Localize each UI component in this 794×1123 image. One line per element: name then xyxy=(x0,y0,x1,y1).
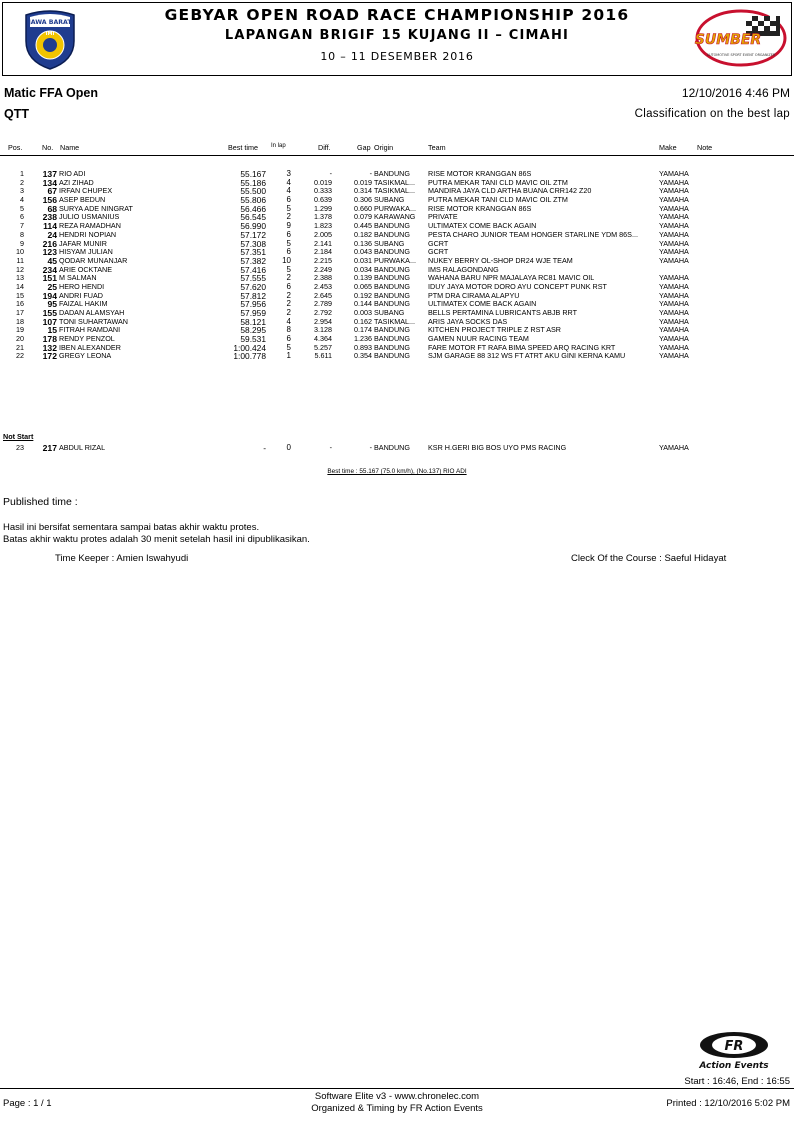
cell-pos: 8 xyxy=(20,229,24,239)
cell-gap: 1.236 xyxy=(354,334,372,344)
cell-origin: BANDUNG xyxy=(374,326,410,335)
cell-origin: KARAWANG xyxy=(374,213,416,222)
cell-no: 25 xyxy=(47,281,57,292)
cell-origin: BANDUNG xyxy=(374,222,410,231)
cell-no: 238 xyxy=(42,212,57,223)
cell-origin: PURWAKA... xyxy=(374,204,416,213)
provisional-note: Hasil ini bersifat sementara sampai batas akhir waktu protes. xyxy=(3,522,260,533)
cell-pos: 12 xyxy=(16,264,24,274)
cell-gap: 0.354 xyxy=(354,351,372,361)
cell-inlap: 4 xyxy=(286,316,291,326)
cell-origin: BANDUNG xyxy=(374,352,410,361)
cell-make: YAMAHA xyxy=(659,238,689,248)
cell-diff: 0.333 xyxy=(314,186,332,196)
cell-team: IMS RALAGONDANG xyxy=(428,265,499,274)
cell-inlap: 1 xyxy=(286,351,291,361)
cell-best: 57.812 xyxy=(240,290,266,301)
cell-gap: 0.660 xyxy=(354,203,372,213)
header-divider xyxy=(0,155,794,156)
cell-no: 114 xyxy=(43,221,57,232)
cell-name: IRFAN CHUPEX xyxy=(59,186,113,196)
cell-diff: 2.005 xyxy=(314,229,332,239)
logo-text-top: JAWA BARAT xyxy=(28,19,72,26)
cell-best: 57.351 xyxy=(240,247,266,258)
fr-action-events-logo xyxy=(694,1030,774,1072)
cell-gap: 0.893 xyxy=(354,342,372,352)
cell-no: 156 xyxy=(42,195,57,206)
cell-origin: BANDUNG xyxy=(374,335,410,344)
cell-inlap: 6 xyxy=(286,229,291,239)
published-time: Published time : xyxy=(3,496,78,508)
cell-gap: - xyxy=(369,443,372,452)
not-start-table xyxy=(0,444,794,453)
cell-make: YAMAHA xyxy=(659,169,689,178)
cell-origin: BANDUNG xyxy=(374,230,410,239)
cell-no: 217 xyxy=(42,443,57,453)
cell-name: ABDUL RIZAL xyxy=(59,443,106,452)
cell-make: YAMAHA xyxy=(659,443,689,452)
cell-best: 57.956 xyxy=(240,299,266,310)
cell-origin: BANDUNG xyxy=(374,444,410,452)
not-start-label: Not Start xyxy=(3,432,34,441)
cell-team: GCRT xyxy=(428,248,449,257)
cell-name: TONI SUHARTAWAN xyxy=(59,316,128,326)
cell-make: YAMAHA xyxy=(659,195,689,205)
cell-best: 57.959 xyxy=(240,308,266,318)
col-pos: Pos. xyxy=(8,143,23,152)
col-origin: Origin xyxy=(374,143,394,152)
cell-pos: 3 xyxy=(20,186,24,196)
cell-diff: 2.792 xyxy=(314,308,332,317)
cell-gap: 0.031 xyxy=(354,255,372,265)
result-row xyxy=(0,444,794,453)
cell-name: JAFAR MUNIR xyxy=(59,238,107,248)
cell-inlap: 9 xyxy=(286,221,291,231)
cell-no: 172 xyxy=(42,351,57,362)
cell-gap: 0.003 xyxy=(354,308,372,317)
cell-diff: 2.249 xyxy=(314,264,332,274)
cell-name: ANDRI FUAD xyxy=(59,290,103,300)
col-in-lap: In lap xyxy=(271,143,286,149)
cell-origin: SUBANG xyxy=(374,196,405,205)
cell-name: AZI ZIHAD xyxy=(59,177,94,187)
cell-team: PUTRA MEKAR TANI CLD MAVIC OIL ZTM xyxy=(428,196,568,205)
cell-name: M SALMAN xyxy=(59,273,97,283)
cell-name: REZA RAMADHAN xyxy=(59,221,121,231)
cell-no: 134 xyxy=(42,177,57,188)
best-time-summary: Best time : 55.167 (75.0 km/h), (No.137) RIO ADI xyxy=(327,468,467,475)
cell-origin: SUBANG xyxy=(374,239,405,248)
cell-origin: BANDUNG xyxy=(374,343,410,352)
cell-pos: 20 xyxy=(16,334,24,344)
cell-name: RIO ADI xyxy=(59,169,86,178)
cell-origin: TASIKMAL... xyxy=(374,317,416,326)
cell-team: IDUY JAYA MOTOR DORO AYU CONCEPT PUNK RST xyxy=(428,282,607,291)
cell-make: YAMAHA xyxy=(659,325,689,335)
cell-diff: 2.789 xyxy=(314,299,332,309)
cell-gap: 0.314 xyxy=(354,186,372,196)
cell-make: YAMAHA xyxy=(659,177,689,187)
cell-best: - xyxy=(263,443,266,453)
cell-best: 58.295 xyxy=(240,325,266,336)
cell-make: YAMAHA xyxy=(659,212,689,222)
col-name: Name xyxy=(60,143,80,152)
cell-gap: 0.162 xyxy=(354,316,372,326)
cell-origin: TASIKMAL... xyxy=(374,178,416,187)
cell-diff: 1.378 xyxy=(314,212,332,222)
cell-no: 45 xyxy=(47,255,57,266)
cell-diff: 2.388 xyxy=(314,273,332,283)
cell-name: SURYA ADE NINGRAT xyxy=(59,203,133,213)
cell-pos: 22 xyxy=(16,351,24,361)
cell-name: GREGY LEONA xyxy=(59,351,112,361)
cell-gap: 0.019 xyxy=(354,177,372,187)
cell-best: 59.531 xyxy=(240,334,266,345)
cell-pos: 2 xyxy=(20,177,24,187)
cell-inlap: 2 xyxy=(286,273,291,283)
cell-best: 55.186 xyxy=(240,177,266,188)
cell-make: YAMAHA xyxy=(659,203,689,213)
cell-best: 57.308 xyxy=(240,238,266,249)
cell-origin: TASIKMAL... xyxy=(374,187,416,196)
cell-best: 56.990 xyxy=(240,221,266,232)
footer-divider xyxy=(0,1088,794,1089)
cell-make: YAMAHA xyxy=(659,221,689,231)
cell-inlap: 2 xyxy=(286,299,291,309)
organizer-credit: Organized & Timing by FR Action Events xyxy=(311,1103,483,1114)
cell-gap: 0.144 xyxy=(354,299,372,309)
cell-diff: 1.823 xyxy=(314,221,332,231)
cell-diff: 5.611 xyxy=(314,351,332,361)
cell-diff: 2.645 xyxy=(314,290,332,300)
organizer-logo-subtext: AUTOMOTIVE SPORT EVENT ORGANIZER xyxy=(706,53,776,57)
cell-diff: - xyxy=(329,169,332,178)
col-no: No. xyxy=(42,143,54,152)
cell-inlap: 6 xyxy=(286,247,291,257)
cell-gap: 0.043 xyxy=(354,247,372,257)
cell-team: FARE MOTOR FT RAFA BIMA SPEED ARQ RACING KRT xyxy=(428,343,616,352)
cell-origin: BANDUNG xyxy=(374,248,410,257)
cell-gap: 0.445 xyxy=(354,221,372,231)
col-team: Team xyxy=(428,143,446,152)
cell-gap: 0.192 xyxy=(354,290,372,300)
cell-gap: 0.306 xyxy=(354,195,372,205)
cell-inlap: 5 xyxy=(286,264,291,274)
cell-best: 57.555 xyxy=(240,273,266,284)
cell-gap: 0.065 xyxy=(354,281,372,291)
cell-no: 68 xyxy=(47,203,57,214)
cell-best: 55.500 xyxy=(240,186,266,197)
report-datetime: 12/10/2016 4:46 PM xyxy=(681,86,790,100)
organizer-logo-text: SUMBER xyxy=(694,32,762,48)
cell-diff: 2.215 xyxy=(314,255,332,265)
cell-no: 123 xyxy=(42,247,57,258)
cell-name: RENDY PENZOL xyxy=(59,334,115,344)
cell-name: IBEN ALEXANDER xyxy=(59,342,121,352)
cell-best: 55.806 xyxy=(240,195,266,206)
protest-deadline-note: Batas akhir waktu protes adalah 30 menit setelah hasil ini dipublikasikan. xyxy=(3,534,310,545)
col-make: Make xyxy=(659,143,677,152)
cell-team: ULTIMATEX COME BACK AGAIN xyxy=(428,222,537,231)
cell-team: WAHANA BARU NPR MAJALAYA RC81 MAVIC OIL xyxy=(428,274,595,283)
cell-diff: 5.257 xyxy=(314,342,332,352)
cell-name: ARIE OCKTANE xyxy=(59,264,112,274)
cell-no: 151 xyxy=(42,273,57,284)
cell-make: YAMAHA xyxy=(659,281,689,291)
cell-gap: 0.136 xyxy=(354,238,372,248)
results-table xyxy=(0,170,794,361)
cell-diff: 2.453 xyxy=(314,281,332,291)
session-name: QTT xyxy=(4,107,29,121)
cell-pos: 6 xyxy=(20,212,24,222)
cell-diff: 1.299 xyxy=(314,203,332,213)
cell-best: 56.466 xyxy=(240,203,266,214)
cell-inlap: 3 xyxy=(286,169,291,178)
result-row xyxy=(0,352,794,361)
cell-gap: 0.174 xyxy=(354,325,372,335)
cell-team: GCRT xyxy=(428,239,449,248)
cell-name: FAIZAL HAKIM xyxy=(59,299,108,309)
cell-make: YAMAHA xyxy=(659,255,689,265)
cell-inlap: 5 xyxy=(286,342,291,352)
cell-make: YAMAHA xyxy=(659,299,689,309)
cell-make: YAMAHA xyxy=(659,229,689,239)
cell-best: 57.382 xyxy=(240,255,266,266)
cell-team: ULTIMATEX COME BACK AGAIN xyxy=(428,300,537,309)
cell-diff: 0.019 xyxy=(314,177,332,187)
cell-name: DADAN ALAMSYAH xyxy=(59,308,125,317)
cell-no: 15 xyxy=(47,325,57,336)
cell-inlap: 5 xyxy=(286,238,291,248)
fr-logo-letters: FR xyxy=(724,1039,744,1054)
col-note: Note xyxy=(697,143,713,152)
cell-team: SJM GARAGE 88 312 WS FT ATRT AKU GINI KERNA KAMU xyxy=(428,352,626,361)
cell-best: 57.620 xyxy=(240,281,266,292)
cell-no: 95 xyxy=(47,299,57,310)
cell-make: YAMAHA xyxy=(659,334,689,344)
cell-team: PRIVATE xyxy=(428,213,458,222)
cell-origin: BANDUNG xyxy=(374,291,410,300)
page-number: Page : 1 / 1 xyxy=(3,1098,52,1109)
cell-no: 67 xyxy=(47,186,57,197)
event-title: GEBYAR OPEN ROAD RACE CHAMPIONSHIP 2016 xyxy=(164,6,630,24)
cell-origin: PURWAKA... xyxy=(374,256,416,265)
cell-team: KITCHEN PROJECT TRIPLE Z RST ASR xyxy=(428,326,561,335)
cell-team: ARIS JAYA SOCKS DAS xyxy=(428,317,508,326)
cell-inlap: 0 xyxy=(286,443,291,452)
results-column-header xyxy=(0,143,794,155)
software-credit: Software Elite v3 - www.chronelec.com xyxy=(314,1091,480,1102)
cell-diff: - xyxy=(329,443,332,452)
sumber-organizer-logo xyxy=(694,8,788,68)
cell-inlap: 8 xyxy=(286,325,291,335)
cell-name: FITRAH RAMDANI xyxy=(59,325,121,335)
cell-team: PESTA CHARO JUNIOR TEAM HONGER STARLINE YDM 86S... xyxy=(428,230,638,239)
cell-inlap: 6 xyxy=(286,195,291,205)
cell-no: 216 xyxy=(42,238,57,249)
col-gap: Gap xyxy=(357,143,371,152)
cell-origin: BANDUNG xyxy=(374,170,410,178)
cell-diff: 2.954 xyxy=(314,316,332,326)
cell-best: 58.121 xyxy=(240,316,266,327)
cell-no: 132 xyxy=(42,342,57,353)
cell-no: 24 xyxy=(47,229,57,240)
cell-best: 1:00.778 xyxy=(233,351,266,362)
col-diff: Diff. xyxy=(318,143,331,152)
cell-pos: 17 xyxy=(16,308,24,317)
cell-team: KSR H.GERI BIG BOS UYO PMS RACING xyxy=(428,444,567,452)
cell-team: MANDIRA JAYA CLD ARTHA BUANA CRR142 Z20 xyxy=(428,187,592,196)
event-venue: LAPANGAN BRIGIF 15 KUJANG II – CIMAHI xyxy=(224,28,570,43)
time-keeper: Time Keeper : Amien Iswahyudi xyxy=(55,553,189,564)
cell-inlap: 2 xyxy=(286,290,291,300)
cell-pos: 9 xyxy=(20,238,24,248)
cell-diff: 3.128 xyxy=(314,325,332,335)
cell-best: 57.416 xyxy=(240,264,266,275)
cell-team: PTM DRA CIRAMA ALAPYU xyxy=(428,291,520,300)
cell-name: ASEP BEDUN xyxy=(59,195,106,205)
cell-team: PUTRA MEKAR TANI CLD MAVIC OIL ZTM xyxy=(428,178,568,187)
cell-make: YAMAHA xyxy=(659,186,689,196)
clerk-of-course: Cleck Of the Course : Saeful Hidayat xyxy=(571,553,727,564)
cell-name: JULIO USMANIUS xyxy=(59,212,120,222)
cell-gap: 0.182 xyxy=(354,229,372,239)
cell-gap: - xyxy=(369,169,372,178)
cell-team: RISE MOTOR KRANGGAN 86S xyxy=(428,204,532,213)
col-best-time: Best time xyxy=(228,143,258,152)
cell-pos: 13 xyxy=(16,273,24,283)
cell-team: BELLS PERTAMINA LUBRICANTS ABJB RRT xyxy=(428,309,577,317)
cell-no: 137 xyxy=(42,169,57,179)
cell-team: GAMEN NUUR RACING TEAM xyxy=(428,335,529,344)
cell-best: 1:00.424 xyxy=(233,342,266,353)
logo-text-inner: IMI xyxy=(45,31,55,37)
cell-inlap: 4 xyxy=(286,186,291,196)
cell-diff: 4.364 xyxy=(314,334,332,344)
cell-name: HENDRI NOPIAN xyxy=(59,229,117,239)
cell-diff: 2.184 xyxy=(314,247,332,257)
printed-datetime: Printed : 12/10/2016 5:02 PM xyxy=(666,1098,790,1109)
start-end-time: Start : 16:46, End : 16:55 xyxy=(684,1076,790,1087)
cell-origin: BANDUNG xyxy=(374,300,410,309)
result-row xyxy=(0,257,794,266)
cell-diff: 0.639 xyxy=(314,195,332,205)
cell-inlap: 6 xyxy=(286,281,291,291)
cell-make: YAMAHA xyxy=(659,342,689,352)
cell-pos: 10 xyxy=(16,247,24,257)
cell-no: 155 xyxy=(42,308,57,318)
cell-pos: 15 xyxy=(16,290,24,300)
cell-make: YAMAHA xyxy=(659,308,689,317)
cell-pos: 23 xyxy=(16,443,24,452)
cell-inlap: 10 xyxy=(282,255,291,265)
fr-logo-caption: Action Events xyxy=(699,1061,769,1071)
cell-gap: 0.034 xyxy=(354,264,372,274)
cell-make: YAMAHA xyxy=(659,290,689,300)
cell-pos: 16 xyxy=(16,299,24,309)
cell-pos: 1 xyxy=(20,169,24,178)
cell-inlap: 5 xyxy=(286,203,291,213)
cell-make: YAMAHA xyxy=(659,273,689,283)
cell-name: QODAR MUNANJAR xyxy=(59,255,128,265)
race-class-name: Matic FFA Open xyxy=(4,86,98,100)
cell-make: YAMAHA xyxy=(659,316,689,326)
cell-inlap: 2 xyxy=(286,212,291,222)
cell-diff: 2.141 xyxy=(314,238,332,248)
cell-origin: BANDUNG xyxy=(374,265,410,274)
cell-team: RISE MOTOR KRANGGAN 86S xyxy=(428,170,532,178)
cell-no: 178 xyxy=(42,334,57,345)
cell-pos: 4 xyxy=(20,195,24,205)
cell-no: 194 xyxy=(42,290,57,301)
cell-best: 56.545 xyxy=(240,212,266,223)
cell-pos: 14 xyxy=(16,281,24,291)
cell-no: 234 xyxy=(42,264,57,275)
cell-name: HERO HENDI xyxy=(59,281,105,291)
cell-origin: BANDUNG xyxy=(374,274,410,283)
cell-pos: 11 xyxy=(16,255,24,265)
cell-make: YAMAHA xyxy=(659,351,689,361)
classification-label: Classification on the best lap xyxy=(634,108,790,120)
cell-pos: 5 xyxy=(20,203,24,213)
cell-gap: 0.139 xyxy=(354,273,372,283)
cell-best: 55.167 xyxy=(240,169,266,179)
cell-make: YAMAHA xyxy=(659,247,689,257)
cell-pos: 21 xyxy=(16,342,24,352)
event-date: 10 – 11 DESEMBER 2016 xyxy=(320,50,474,63)
cell-origin: SUBANG xyxy=(374,309,405,317)
cell-pos: 19 xyxy=(16,325,24,335)
cell-pos: 18 xyxy=(16,316,24,326)
cell-no: 107 xyxy=(42,316,57,327)
cell-inlap: 6 xyxy=(286,334,291,344)
cell-gap: 0.079 xyxy=(354,212,372,222)
cell-best: 57.172 xyxy=(240,229,266,240)
cell-name: HISYAM JULIAN xyxy=(59,247,113,257)
cell-team: NUKEY BERRY OL-SHOP DR24 WJE TEAM xyxy=(428,256,573,265)
cell-origin: BANDUNG xyxy=(374,282,410,291)
cell-inlap: 2 xyxy=(286,308,291,317)
cell-pos: 7 xyxy=(20,221,24,231)
cell-inlap: 4 xyxy=(286,177,291,187)
